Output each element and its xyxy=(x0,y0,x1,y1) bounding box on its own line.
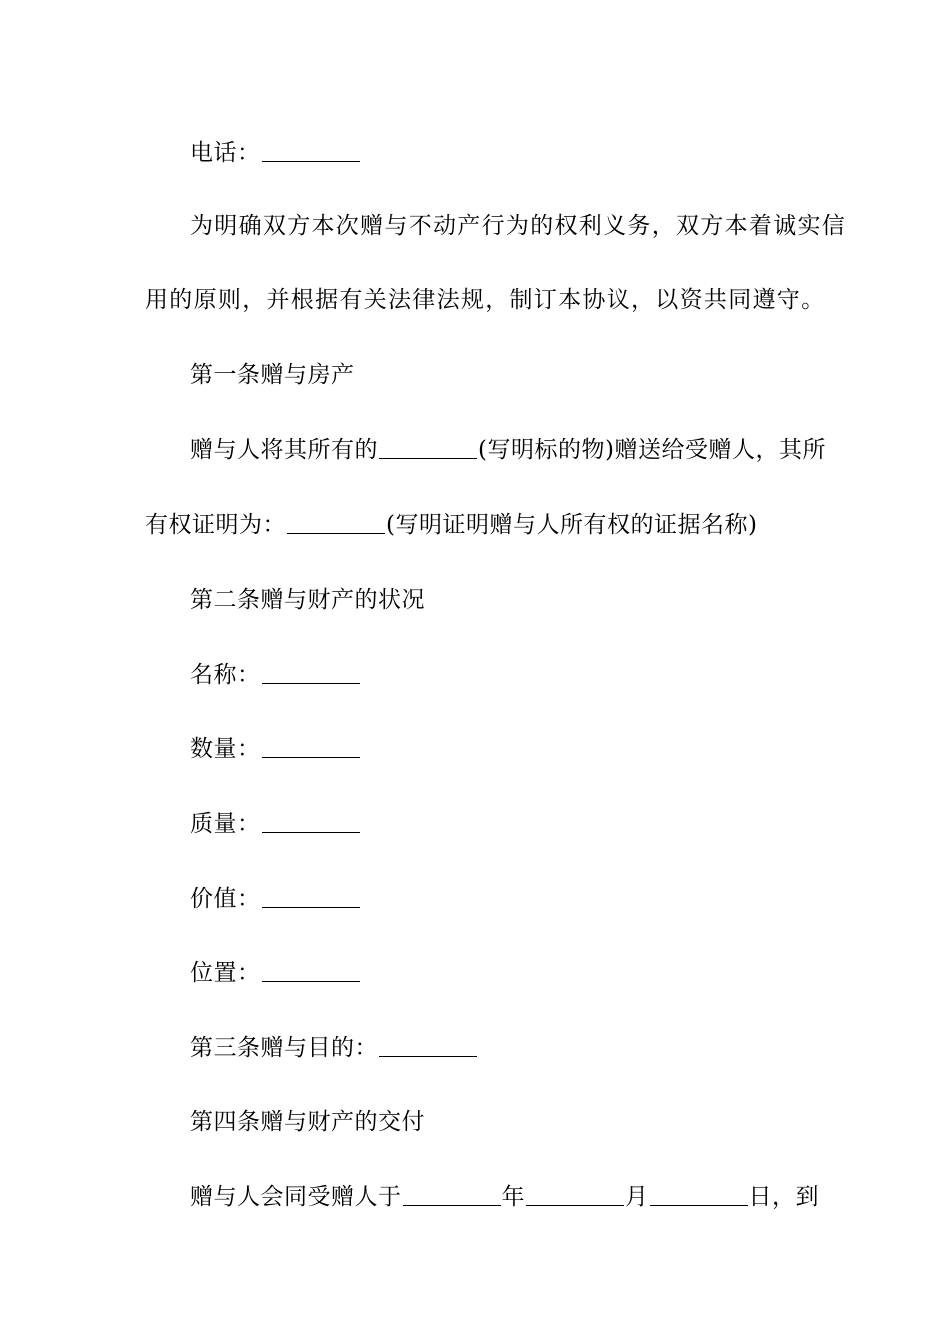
quality-line xyxy=(190,809,361,839)
article-4-text-a: 赠与人会同受赠人于 xyxy=(190,1184,402,1210)
intro-line-1: 为明确双方本次赠与不动产行为的权利义务，双方本着诚实信 xyxy=(190,213,847,239)
phone-blank xyxy=(262,139,360,162)
location-blank xyxy=(262,959,360,982)
phone-label: 电话： xyxy=(190,140,261,166)
subject-blank xyxy=(379,436,477,459)
month-blank xyxy=(526,1183,624,1206)
quantity-line xyxy=(190,734,361,764)
article-2-title: 第二条赠与财产的状况 xyxy=(190,587,425,613)
year-blank xyxy=(403,1183,501,1206)
ownership-label: 有权证明为： xyxy=(145,512,286,538)
day-label: 日，到 xyxy=(748,1184,819,1210)
article-3-label: 第三条赠与目的： xyxy=(190,1035,378,1061)
article-1-line-2 xyxy=(145,510,757,540)
value-line xyxy=(190,884,361,914)
article-4-title: 第四条赠与财产的交付 xyxy=(190,1109,425,1135)
article-1-line-1 xyxy=(190,435,826,465)
year-label: 年 xyxy=(501,1184,525,1210)
quantity-blank xyxy=(262,735,360,758)
location-line xyxy=(190,958,361,988)
name-label: 名称： xyxy=(190,662,261,688)
name-line xyxy=(190,660,361,690)
article-1-text-b: (写明标的物)赠送给受赠人，其所 xyxy=(478,437,826,463)
ownership-blank xyxy=(287,511,385,534)
article-1-text-a: 赠与人将其所有的 xyxy=(190,437,378,463)
quality-blank xyxy=(262,810,360,833)
intro-line-2: 用的原则，并根据有关法律法规，制订本协议，以资共同遵守。 xyxy=(145,287,826,313)
phone-line xyxy=(190,138,361,168)
name-blank xyxy=(262,661,360,684)
ownership-note: (写明证明赠与人所有权的证据名称) xyxy=(386,512,758,538)
quantity-label: 数量： xyxy=(190,736,261,762)
article-1-title: 第一条赠与房产 xyxy=(190,362,355,388)
value-label: 价值： xyxy=(190,886,261,912)
article-4-line-1 xyxy=(190,1182,819,1212)
day-blank xyxy=(650,1183,748,1206)
quality-label: 质量： xyxy=(190,811,261,837)
location-label: 位置： xyxy=(190,960,261,986)
purpose-blank xyxy=(379,1034,477,1057)
value-blank xyxy=(262,885,360,908)
month-label: 月 xyxy=(625,1184,649,1210)
article-3-line xyxy=(190,1033,478,1063)
